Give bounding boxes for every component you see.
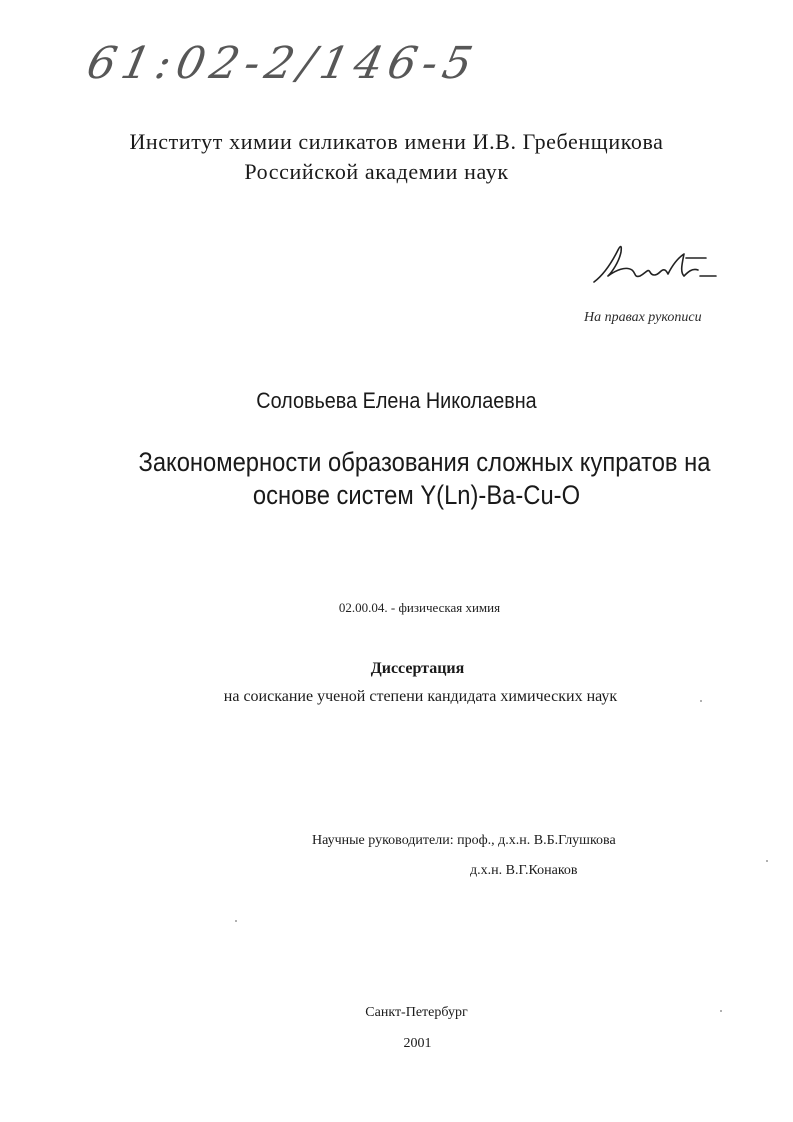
document-type: Диссертация — [370, 660, 465, 677]
scan-speck — [720, 1010, 722, 1012]
city: Санкт-Петербург — [365, 1005, 468, 1020]
degree-statement: на соискание ученой степени кандидата химических наук — [223, 688, 618, 705]
author-name: Соловьева Елена Николаевна — [256, 388, 537, 413]
supervisors-line1: Научные руководители: проф., д.х.н. В.Б.Глушкова — [312, 833, 616, 848]
scan-speck — [700, 700, 702, 702]
handwritten-archive-code: 61:02-2/146-5 — [82, 38, 483, 89]
institute-name-line1: Институт химии силикатов имени И.В. Гребенщикова — [129, 129, 664, 154]
specialty-code: 02.00.04. - физическая химия — [338, 600, 501, 615]
scan-speck — [766, 860, 768, 862]
year: 2001 — [403, 1036, 432, 1051]
institute-name-line2: Российской академии наук — [244, 159, 509, 184]
dissertation-title-line1: Закономерности образования сложных купратов на — [138, 447, 711, 477]
scan-speck — [235, 920, 237, 922]
supervisors-line2: д.х.н. В.Г.Конаков — [470, 863, 578, 878]
rights-notice: На правах рукописи — [584, 310, 702, 325]
signature-icon — [588, 236, 723, 288]
dissertation-title-line2: основе систем Y(Ln)-Ba-Cu-O — [252, 480, 581, 510]
